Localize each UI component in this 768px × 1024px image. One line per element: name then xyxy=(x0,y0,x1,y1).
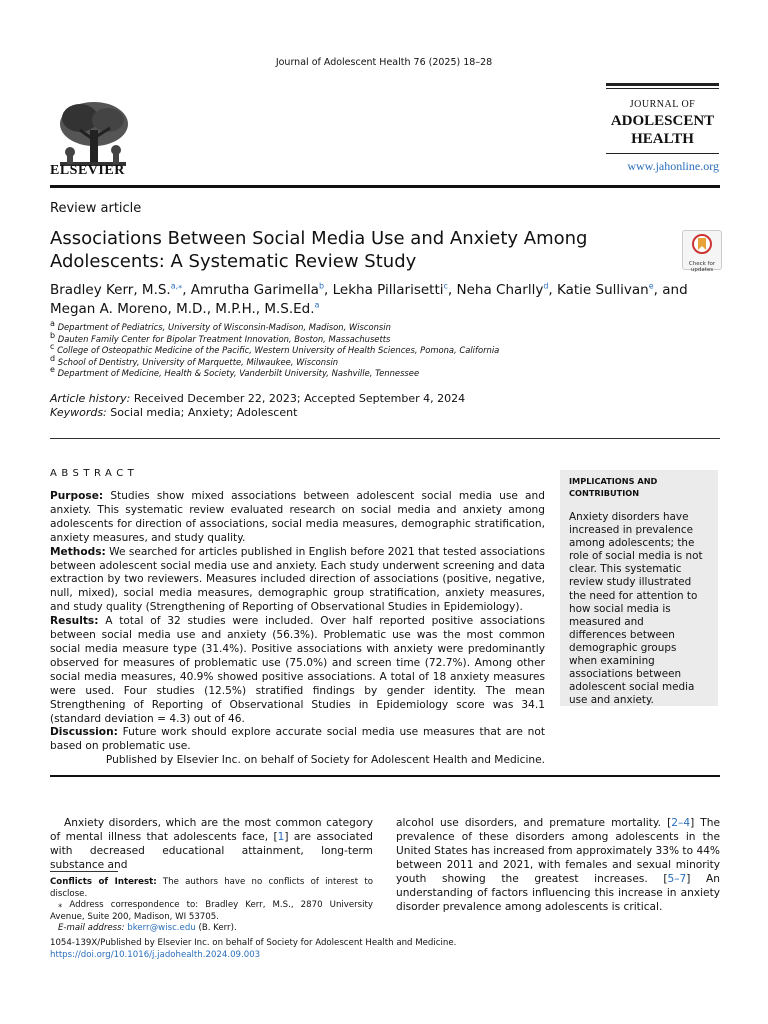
implications-heading: IMPLICATIONS AND CONTRIBUTION xyxy=(569,476,658,498)
implications-text: Anxiety disorders have increased in prevalence among adolescents; the role of social media is not clear. This systematic review study illustrated the need for attention to how social media is measured and differences between demographic groups when examining associations between adolescent social media use and anxiety. xyxy=(569,511,703,707)
masthead-line1: JOURNAL OF xyxy=(629,99,696,110)
author-name[interactable]: Katie Sullivan xyxy=(557,282,649,298)
author-marks[interactable]: b xyxy=(318,281,325,291)
journal-masthead xyxy=(606,83,719,181)
crossmark-icon xyxy=(683,231,721,257)
author-list: Bradley Kerr, M.S.$^{a,⁎}$, Amrutha Garimella$^b$, Lekha Pillarisetti$^c$, Neha Charlly$^d$, Katie Sullivan$^e$, and Megan A. Moreno, M.D., M.P.H., M.S.Ed.$^a$ xyxy=(50,281,688,317)
affiliation-item: $^d$ School of Dentistry, University of Marquette, Milwaukee, Wisconsin xyxy=(50,353,339,367)
crossmark-label: Check for updates xyxy=(688,261,716,273)
abstract-published-by: Published by Elsevier Inc. on behalf of Society for Adolescent Health and Medicine. xyxy=(105,754,545,767)
conflicts-footnote: Conflicts of Interest: The authors have no conflicts of interest to disclose. xyxy=(50,877,373,899)
footnote-divider xyxy=(50,871,118,872)
author-marks[interactable]: e xyxy=(648,281,654,291)
author-marks[interactable]: a,⁎ xyxy=(170,281,183,291)
affiliation-item: $^b$ Dauten Family Center for Bipolar Treatment Innovation, Boston, Massachusetts xyxy=(50,330,391,344)
email-link[interactable]: bkerr@wisc.edu xyxy=(127,923,196,933)
keywords-label: Keywords: xyxy=(50,406,107,419)
author-name[interactable]: Amrutha Garimella xyxy=(190,282,319,298)
history-text: Received December 22, 2023; Accepted September 4, 2024 xyxy=(133,392,466,405)
author-name[interactable]: Neha Charlly xyxy=(456,282,544,298)
elsevier-wordmark: ELSEVIER xyxy=(50,163,125,178)
author-marks[interactable]: d xyxy=(543,281,549,291)
abstract-results: Results: A total of 32 studies were included. Over half reported positive associations between social media use and anxiety (56.3%). Problematic use was the most common social media measure type (31.4%). Positive associations with anxiety were predominantly observed for measures of problematic use (75.0%) and screen time (72.7%). Among other social media measures, 40.9% showed positive associations. A total of 18 anxiety measures were used. Four studies (12.5%) stratified findings by gender identity. The mean Strengthening of Reporting of Observational Studies in Epidemiology score was 34.1 (standard deviation = 4.3) out of 46. xyxy=(50,615,546,725)
author-name[interactable]: Bradley Kerr, M.S. xyxy=(50,282,171,298)
header-divider xyxy=(50,185,720,188)
article-history xyxy=(50,392,720,420)
masthead-line2: ADOLESCENT xyxy=(610,113,715,129)
abstract-discussion: Discussion: Future work should explore accurate social media use measures that are not based on problematic use. xyxy=(50,726,545,753)
email-footnote: E-mail address: bkerr@wisc.edu (B. Kerr). xyxy=(58,923,237,933)
journal-citation: Journal of Adolescent Health 76 (2025) 18–28 xyxy=(275,57,493,68)
affiliations xyxy=(50,319,720,380)
affiliation-item: $^c$ College of Osteopathic Medicine of the Pacific, Western University of Health Sciences, Pomona, California xyxy=(50,342,500,355)
abstract-purpose: Purpose: Studies show mixed associations between adolescent social media use and anxiety. This systematic review evaluated research on social media and anxiety among adolescents for direction of associations, social media measures, demographic stratification, anxiety measures, and study quality. xyxy=(50,490,545,544)
history-label: Article history: xyxy=(50,392,131,405)
article-type: Review article xyxy=(50,201,142,216)
abstract-body xyxy=(50,490,545,768)
reference-link[interactable]: 1 xyxy=(277,831,285,843)
footnotes xyxy=(50,877,373,935)
reference-link[interactable]: 2–4 xyxy=(671,817,691,829)
affiliation-item: $^e$ Department of Medicine, Health & Society, Vanderbilt University, Nashville, Tennessee xyxy=(50,365,420,378)
abstract-heading: ABSTRACT xyxy=(50,468,139,479)
journal-url-link[interactable]: www.jahonline.org xyxy=(627,159,719,173)
check-for-updates-button[interactable] xyxy=(682,230,722,273)
author-marks[interactable]: c xyxy=(443,281,448,291)
masthead-line3: HEALTH xyxy=(631,131,694,147)
keywords-text: Social media; Anxiety; Adolescent xyxy=(110,406,298,419)
reference-link[interactable]: 5–7 xyxy=(667,873,687,885)
divider xyxy=(50,438,720,439)
affiliation-item: $^a$ Department of Pediatrics, University of Wisconsin-Madison, Madison, Wisconsin xyxy=(50,319,391,332)
author-name[interactable]: Lekha Pillarisetti xyxy=(332,282,444,298)
bottom-matter xyxy=(50,938,456,961)
author-marks[interactable]: a xyxy=(314,300,320,310)
issn-line: 1054-139X/Published by Elsevier Inc. on behalf of Society for Adolescent Health and Medicine. xyxy=(50,938,457,948)
implications-box xyxy=(560,470,718,706)
body-column-left: Anxiety disorders, which are the most common category of mental illness that adolescents face, [1] are associated with decreased educational attainment, long-term substance and xyxy=(50,817,373,871)
correspondence-footnote: ⁎ Address correspondence to: Bradley Kerr, M.S., 2870 University Avenue, Suite 200, Madison, WI 53705. xyxy=(50,900,374,922)
doi-link[interactable]: https://doi.org/10.1016/j.jadohealth.2024.09.003 xyxy=(50,949,261,960)
divider xyxy=(50,775,720,777)
body-column-right: alcohol use disorders, and premature mortality. [2–4] The prevalence of these disorders among adolescents in the United States has increased from approximately 33% to 44% between 2011 and 2021, with females and sexual minority youth showing the greatest increases. [5–7] An understanding of factors influencing this increase in anxiety disorder prevalence among adolescents is critical. xyxy=(396,817,720,913)
author-name[interactable]: Megan A. Moreno, M.D., M.P.H., M.S.Ed. xyxy=(50,301,315,317)
article-title: Associations Between Social Media Use and Anxiety Among Adolescents: A Systematic Review Study xyxy=(50,228,588,272)
abstract-methods: Methods: We searched for articles published in English before 2021 that tested associations between adolescent social media use and anxiety. Each study underwent screening and data extraction by two reviewers. Measures included direction of associations (positive, negative, null, mixed), social media measures, demographic group stratification, anxiety measures, and study quality (Strengthening of Reporting of Observational Studies in Epidemiology). xyxy=(50,545,545,614)
